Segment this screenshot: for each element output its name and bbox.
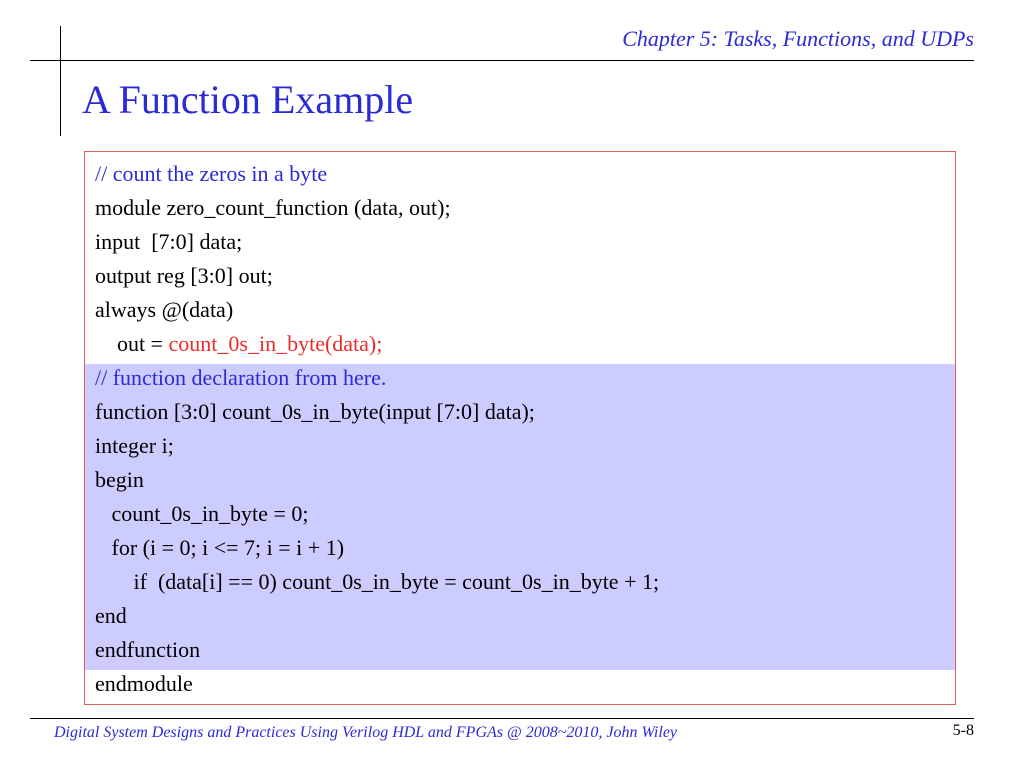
code-line: // function declaration from here. — [95, 365, 387, 390]
code-line — [95, 327, 955, 361]
code-line-prefix: out = — [95, 331, 169, 356]
code-line: if (data[i] == 0) count_0s_in_byte = count_0s_in_byte + 1; — [95, 569, 660, 594]
code-line: input [7:0] data; — [95, 229, 243, 254]
code-line: begin — [95, 467, 144, 492]
code-line: for (i = 0; i <= 7; i = i + 1) — [95, 535, 345, 560]
code-line: module zero_count_function (data, out); — [95, 195, 451, 220]
footer-horizontal-rule — [30, 718, 974, 719]
code-line: end — [95, 603, 127, 628]
code-line: integer i; — [95, 433, 174, 458]
footer-text: Digital System Designs and Practices Using Verilog HDL and FPGAs @ 2008~2010, John Wiley — [54, 724, 678, 741]
code-lines — [95, 157, 955, 701]
code-listing-box — [84, 151, 956, 705]
page-number: 5-8 — [952, 722, 974, 739]
code-line: function [3:0] count_0s_in_byte(input [7:0] data); — [95, 399, 535, 424]
code-line: always @(data) — [95, 297, 234, 322]
chapter-heading: Chapter 5: Tasks, Functions, and UDPs — [622, 26, 974, 51]
code-line: output reg [3:0] out; — [95, 263, 273, 288]
header-horizontal-rule — [30, 60, 974, 61]
page-title: A Function Example — [82, 77, 414, 122]
code-line: endmodule — [95, 671, 193, 696]
header-vertical-rule — [60, 26, 61, 136]
code-line: endfunction — [95, 637, 201, 662]
code-line-function-call: count_0s_in_byte(data); — [168, 331, 383, 356]
code-line: count_0s_in_byte = 0; — [95, 501, 309, 526]
code-line: // count the zeros in a byte — [95, 161, 328, 186]
